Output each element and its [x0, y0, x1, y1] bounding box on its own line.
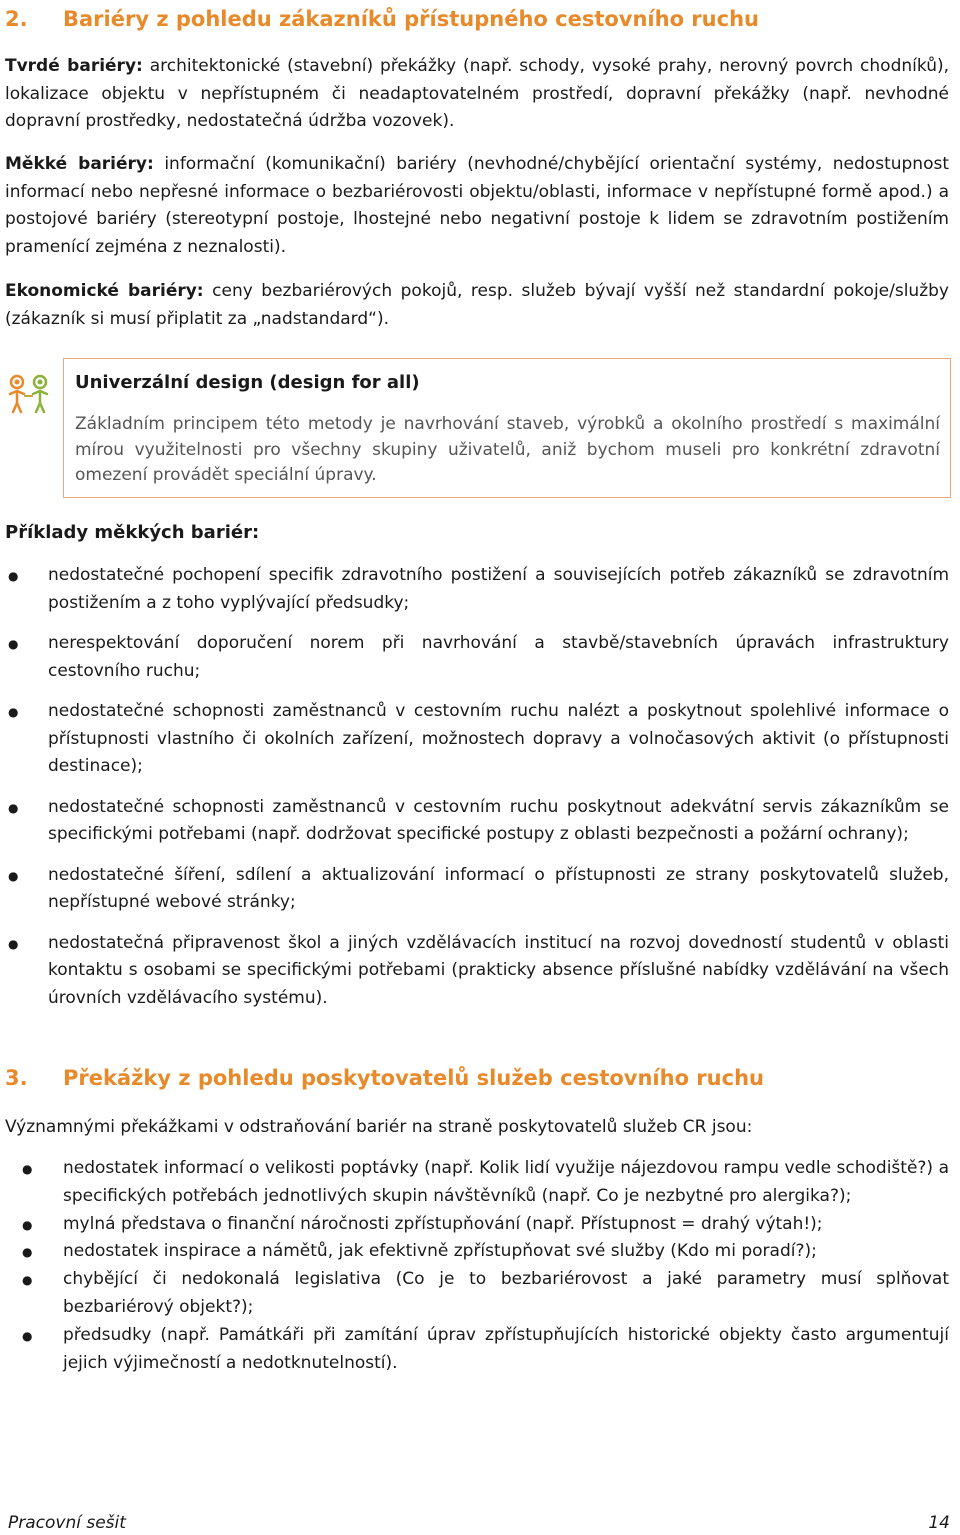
section-2-number: 2.	[5, 7, 28, 31]
section-3-intro: Významnými překážkami v odstraňování bariér na straně poskytovatelů služeb CR jsou:	[5, 1117, 753, 1137]
list-item-text: nedostatek inspirace a námětů, jak efektivně zpřístupňovat své služby (Kdo mi poradí?);	[63, 1241, 817, 1262]
list-item-text: předsudky (např. Památkáři při zamítání úprav zpřístupňujících historické objekty často argumentují jejich výjimečností a nedotknutelností).	[63, 1324, 949, 1373]
list-item-text: mylná představa o finanční náročnosti zpřístupňování (např. Přístupnost = drahý výtah!);	[63, 1213, 823, 1234]
bullet-dot-icon: ●	[8, 868, 19, 883]
list-item-text: nedostatečné pochopení specifik zdravotního postižení a souvisejících potřeb zákazníků se zdravotním postižením a z toho vyplývající předsudky;	[48, 565, 949, 613]
list-item	[0, 1211, 960, 1239]
economic-barriers-text: ceny bezbariérových pokojů, resp. služeb bývají vyšší než standardní pokoje/služby (zákazník si musí připlatit za „nadstandard“).	[5, 281, 949, 329]
provider-obstacles-list	[0, 1155, 960, 1377]
universal-design-people-icon	[4, 372, 54, 416]
footer-workbook-label: Pracovní sešit	[8, 1513, 126, 1533]
page-number: 14	[928, 1513, 950, 1533]
list-item	[0, 698, 960, 781]
list-item	[0, 1322, 960, 1378]
footer-divider	[0, 1507, 960, 1508]
bullet-dot-icon: ●	[22, 1217, 33, 1232]
list-item-text: nedostatečné schopnosti zaměstnanců v cestovním ruchu poskytnout adekvátní servis zákazníkům se specifickými potřebami (např. dodržovat specifické postupy z oblasti bezpečnosti a požární ochrany);	[48, 796, 949, 844]
soft-barriers-label: Měkké bariéry:	[5, 154, 154, 174]
bullet-dot-icon: ●	[8, 705, 19, 719]
list-item-text: chybějící či nedokonalá legislativa (Co je to bezbariérovost a jaké parametry musí splňovat bezbariérový objekt?);	[63, 1269, 949, 1317]
section-3-title: Překážky z pohledu poskytovatelů služeb cestovního ruchu	[63, 1066, 764, 1090]
hard-barriers-label: Tvrdé bariéry:	[5, 56, 143, 76]
list-item	[0, 1238, 960, 1266]
universal-design-text: Základním principem této metody je navrhování staveb, výrobků a okolního prostředí s maximální mírou využitelnosti pro všechny skupiny uživatelů, aniž bychom museli pro konkrétní zdravotní omezení provádět speciální úpravy.	[75, 414, 940, 485]
hard-barriers-paragraph	[5, 53, 949, 136]
list-item	[0, 930, 960, 1013]
economic-barriers-label: Ekonomické bariéry:	[5, 281, 204, 301]
list-item-text: nedostatek informací o velikosti poptávky (např. Kolik lidí využije nájezdovou rampu vedle schodiště?) a specifických potřebách jednotlivých skupin návštěvníků (např. Co je nezbytné pro alergika?);	[63, 1158, 949, 1206]
list-item	[0, 1266, 960, 1322]
soft-examples-heading: Příklady měkkých bariér:	[5, 522, 260, 543]
bullet-dot-icon: ●	[8, 800, 19, 815]
soft-barriers-text: informační (komunikační) bariéry (nevhodné/chybějící orientační systémy, nedostupnost informací nebo nepřesné informace o bezbariérovosti objektu/oblasti, informace v nepřístupné formě apod.) a postojové bariéry (stereotypní postoje, lhostejné nebo negativní postoje k lidem se zdravotním postižením pramenící zejména z neznalosti).	[5, 154, 949, 257]
list-item-text: nedostatečné šíření, sdílení a aktualizování informací o přístupnosti ze strany poskytovatelů služeb, nepřístupné webové stránky;	[48, 864, 949, 912]
bullet-dot-icon: ●	[8, 569, 19, 583]
bullet-dot-icon: ●	[8, 637, 19, 651]
list-item	[0, 630, 960, 685]
bullet-dot-icon: ●	[22, 1162, 33, 1176]
section-3-number: 3.	[5, 1066, 28, 1090]
section-3-heading	[5, 1066, 764, 1090]
list-item	[0, 794, 960, 849]
list-item	[0, 562, 960, 617]
bullet-dot-icon: ●	[22, 1328, 33, 1343]
hard-barriers-text: architektonické (stavební) překážky (např. schody, vysoké prahy, nerovný povrch chodníků), lokalizace objektu v nepřístupném či neadaptovatelném prostředí, dopravní překážky (např. nevhodné dopravní prostředky, nedostatečná údržba vozovek).	[5, 56, 950, 131]
list-item	[0, 1155, 960, 1211]
bullet-dot-icon: ●	[22, 1273, 33, 1288]
section-2-title: Bariéry z pohledu zákazníků přístupného cestovního ruchu	[63, 7, 759, 31]
bullet-dot-icon: ●	[22, 1245, 33, 1260]
list-item-text: nedostatečná připravenost škol a jiných vzdělávacích institucí na rozvoj dovedností studentů v oblasti kontaktu s osobami se specifickými potřebami (prakticky absence příslušné nabídky vzdělávání na všech úrovních vzdělávacího systému).	[48, 932, 949, 1008]
bullet-dot-icon: ●	[8, 936, 19, 951]
list-item-text: nerespektování doporučení norem při navrhování a stavbě/stavebních úpravách infrastruktury cestovního ruchu;	[48, 633, 949, 681]
soft-examples-list	[0, 562, 960, 1025]
universal-design-title: Univerzální design (design for all)	[75, 372, 420, 393]
section-2-heading	[5, 7, 759, 31]
soft-barriers-paragraph	[5, 151, 949, 261]
economic-barriers-paragraph	[5, 278, 949, 333]
list-item-text: nedostatečné schopnosti zaměstnanců v cestovním ruchu nalézt a poskytnout spolehlivé informace o přístupnosti vlastního či okolních zařízení, možnostech dopravy a volnočasových aktivit (o přístupnosti destinace);	[48, 701, 949, 776]
list-item	[0, 862, 960, 917]
